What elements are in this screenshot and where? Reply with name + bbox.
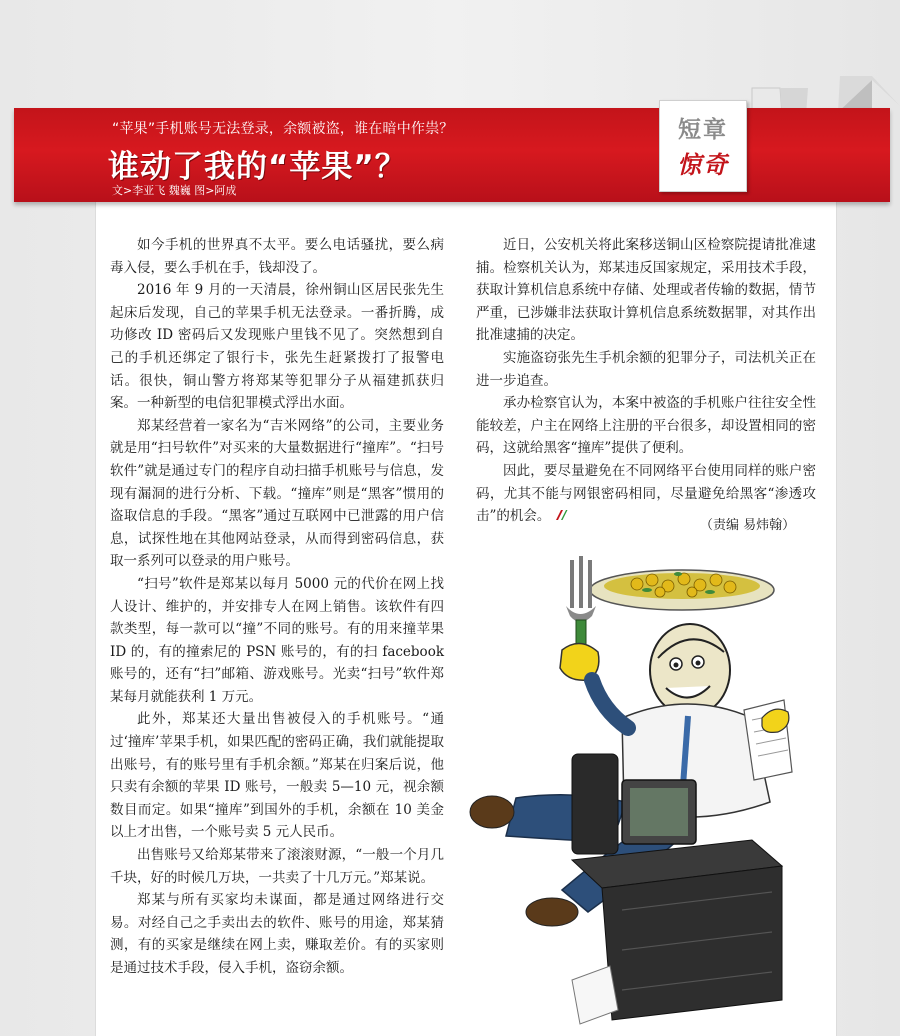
paragraph-final-text: 因此，要尽量避免在不同网络平台使用同样的账户密码，尤其不能与网银密码相同，尽量避免给黑客“渗透攻击”的机会。 (476, 462, 816, 525)
paragraph: 实施盗窃张先生手机余额的犯罪分子，司法机关正在进一步追查。 (476, 349, 816, 389)
editor-credit: （责编 易炜翰） (700, 518, 796, 533)
article-subtitle: “苹果”手机账号无法登录，余额被盗，谁在暗中作祟？ (112, 121, 454, 137)
column-badge-line1: 短章 (678, 117, 728, 143)
article-byline: 文>李亚飞 魏巍 图>阿成 (112, 184, 237, 197)
paragraph: 近日，公安机关将此案移送铜山区检察院提请批准逮捕。检察机关认为，郑某违反国家规定，采用技术手段，获取计算机信息系统中存储、处理或者传输的数据，情节严重，已涉嫌非法获取计算机信息系统数据罪，对其作出批准逮捕的决定。 (476, 237, 816, 344)
article-column-right (476, 234, 816, 528)
cartoon-illustration (452, 540, 832, 1030)
column-badge-line2: 惊奇 (677, 150, 729, 179)
paragraph: 此外，郑某还大量出售被侵入的手机账号。“通过‘撞库’苹果手机，如果匹配的密码正确，我们就能提取出账号，有的账号里有手机余额。”郑某在归案后说，他只卖有余额的苹果 ID 账号，一般卖 5—10 元，视余额数目而定。如果“撞库”到国外的手机，余额在 10 美金以上才出售，一个账号卖 5 元人民币。 (110, 711, 444, 841)
paragraph: 承办检察官认为，本案中被盗的手机账户往往安全性能较差，户主在网络上注册的平台很多，却设置相同的密码，这就给黑客“撞库”提供了便利。 (476, 395, 816, 457)
paragraph: 出售账号又给郑某带来了滚滚财源，“一般一个月几千块，好的时候几万块，一共卖了十几万元。”郑某说。 (110, 847, 444, 886)
article-column-left (110, 234, 444, 980)
paragraph: 郑某与所有买家均未谋面，都是通过网络进行交易。对经自己之手卖出去的软件、账号的用途，郑某猜测，有的买家是继续在网上卖，赚取差价。有的买家则是通过技术手段，侵入手机，盗窃余额。 (110, 892, 444, 976)
end-mark-icon (554, 509, 568, 521)
paragraph: 郑某经营着一家名为“吉米网络”的公司，主要业务就是用“扫号软件”对买来的大量数据进行“撞库”。“扫号软件”就是通过专门的程序自动扫描手机账号与信息，发现有漏洞的进行分析、下载。“撞库”则是“黑客”惯用的盗取信息的手段。“黑客”通过互联网中已泄露的用户信息，试探性地在其他网站登录，从而得到密码信息，获取一系列可以登录的用户账号。 (110, 417, 444, 570)
column-badge (659, 100, 747, 192)
paragraph: 如今手机的世界真不太平。要么电话骚扰，要么病毒入侵，要么手机在手，钱却没了。 (110, 237, 444, 276)
article-title: 谁动了我的“苹果”？ (108, 149, 407, 185)
paragraph: “扫号”软件是郑某以每月 5000 元的代价在网上找人设计、维护的，并安排专人在网上销售。该软件有四款类型，每一款可以“撞”不同的账号。有的用来撞苹果 ID 的，有的撞索尼的 PSN 账号的，有的扫 facebook 账号的，还有“扫”邮箱、游戏账号。光卖“扫号”软件郑某每月就能获利 1 万元。 (110, 575, 444, 705)
paragraph: 2016 年 9 月的一天清晨，徐州铜山区居民张先生起床后发现，自己的苹果手机无法登录。一番折腾，成功修改 ID 密码后又发现账户里钱不见了。突然想到自己的手机还绑定了银行卡，张先生赶紧拨打了报警电话。很快，铜山警方将郑某等犯罪分子从福建抓获归案。一种新型的电信犯罪模式浮出水面。 (110, 282, 444, 412)
